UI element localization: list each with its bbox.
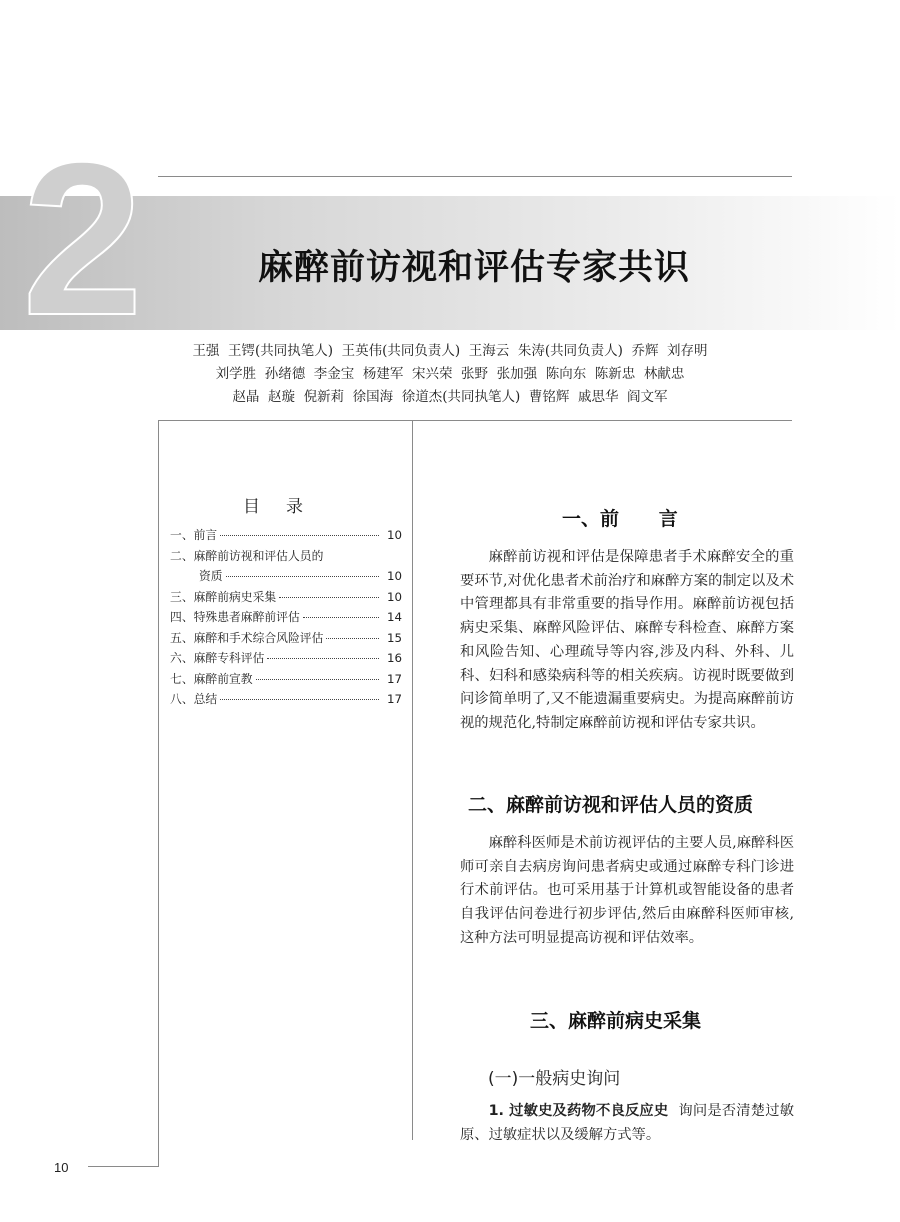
toc-item[interactable]: 三、麻醉前病史采集 10 <box>170 589 402 604</box>
author-list <box>100 340 800 409</box>
section-body: 麻醉科医师是术前访视评估的主要人员,麻醉科医师可亲自去病房询问患者病史或通过麻醉专科门诊进行术前评估。也可采用基于计算机或智能设备的患者自我评估问卷进行初步评估,然后由麻醉科医师审核,这种方法可明显提高访视和评估效率。 <box>460 835 794 946</box>
list-item <box>460 1100 794 1147</box>
toc-item[interactable]: 四、特殊患者麻醉前评估 14 <box>170 610 402 624</box>
author-line: 赵晶 赵璇 倪新莉 徐国海 徐道杰(共同执笔人) 曹铭辉 戚思华 阎文军 <box>232 389 668 405</box>
frame-rule-top <box>158 420 792 421</box>
chapter-title: 麻醉前访视和评估专家共识 <box>258 247 691 288</box>
subsection-heading: (一)一般病史询问 <box>488 1069 621 1089</box>
toc-item[interactable]: 八、总结 17 <box>170 692 402 706</box>
section-heading: 二、麻醉前访视和评估人员的资质 <box>468 794 754 816</box>
page-number: 10 <box>54 1160 69 1175</box>
item-text: 询问是否清楚过敏原、过敏症状以及缓解方式等。 <box>460 1103 795 1143</box>
author-line: 王强 王锷(共同执笔人) 王英伟(共同负责人) 王海云 朱涛(共同负责人) 乔辉 刘存明 <box>192 343 708 359</box>
item-label: 1. 过敏史及药物不良反应史 <box>488 1103 669 1119</box>
header-rule <box>158 176 792 177</box>
frame-rule-bottom <box>88 1166 159 1167</box>
frame-rule-left <box>158 420 159 1166</box>
toc-item[interactable]: 七、麻醉前宣教 17 <box>170 671 402 686</box>
toc-item[interactable]: 五、麻醉和手术综合风险评估 15 <box>170 630 402 645</box>
section-heading: 三、麻醉前病史采集 <box>530 1010 702 1032</box>
author-line: 刘学胜 孙绪德 李金宝 杨建军 宋兴荣 张野 张加强 陈向东 陈新忠 林献忠 <box>215 366 685 382</box>
section-heading: 一、前 言 <box>562 508 678 530</box>
section-body: 麻醉前访视和评估是保障患者手术麻醉安全的重要环节,对优化患者术前治疗和麻醉方案的制定以及术中管理都具有非常重要的指导作用。麻醉前访视包括病史采集、麻醉风险评估、麻醉专科检查、麻醉方案和风险告知、心理疏导等内容,涉及内科、外科、儿科、妇科和感染病科等的相关疾病。访视时既要做到问诊简单明了,又不能遗漏重要病史。为提高麻醉前访视的规范化,特制定麻醉前访视和评估专家共识。 <box>460 549 794 731</box>
column-divider <box>412 420 413 1140</box>
toc-item[interactable]: 资质 10 <box>199 569 402 583</box>
toc-heading: 目录 <box>243 497 329 517</box>
toc-item[interactable]: 二、麻醉前访视和评估人员的 <box>170 548 324 563</box>
toc-item[interactable]: 一、前言 10 <box>170 528 402 542</box>
toc-item[interactable]: 六、麻醉专科评估 16 <box>170 651 402 665</box>
chapter-number: 2 <box>22 150 144 330</box>
table-of-contents <box>170 526 402 711</box>
